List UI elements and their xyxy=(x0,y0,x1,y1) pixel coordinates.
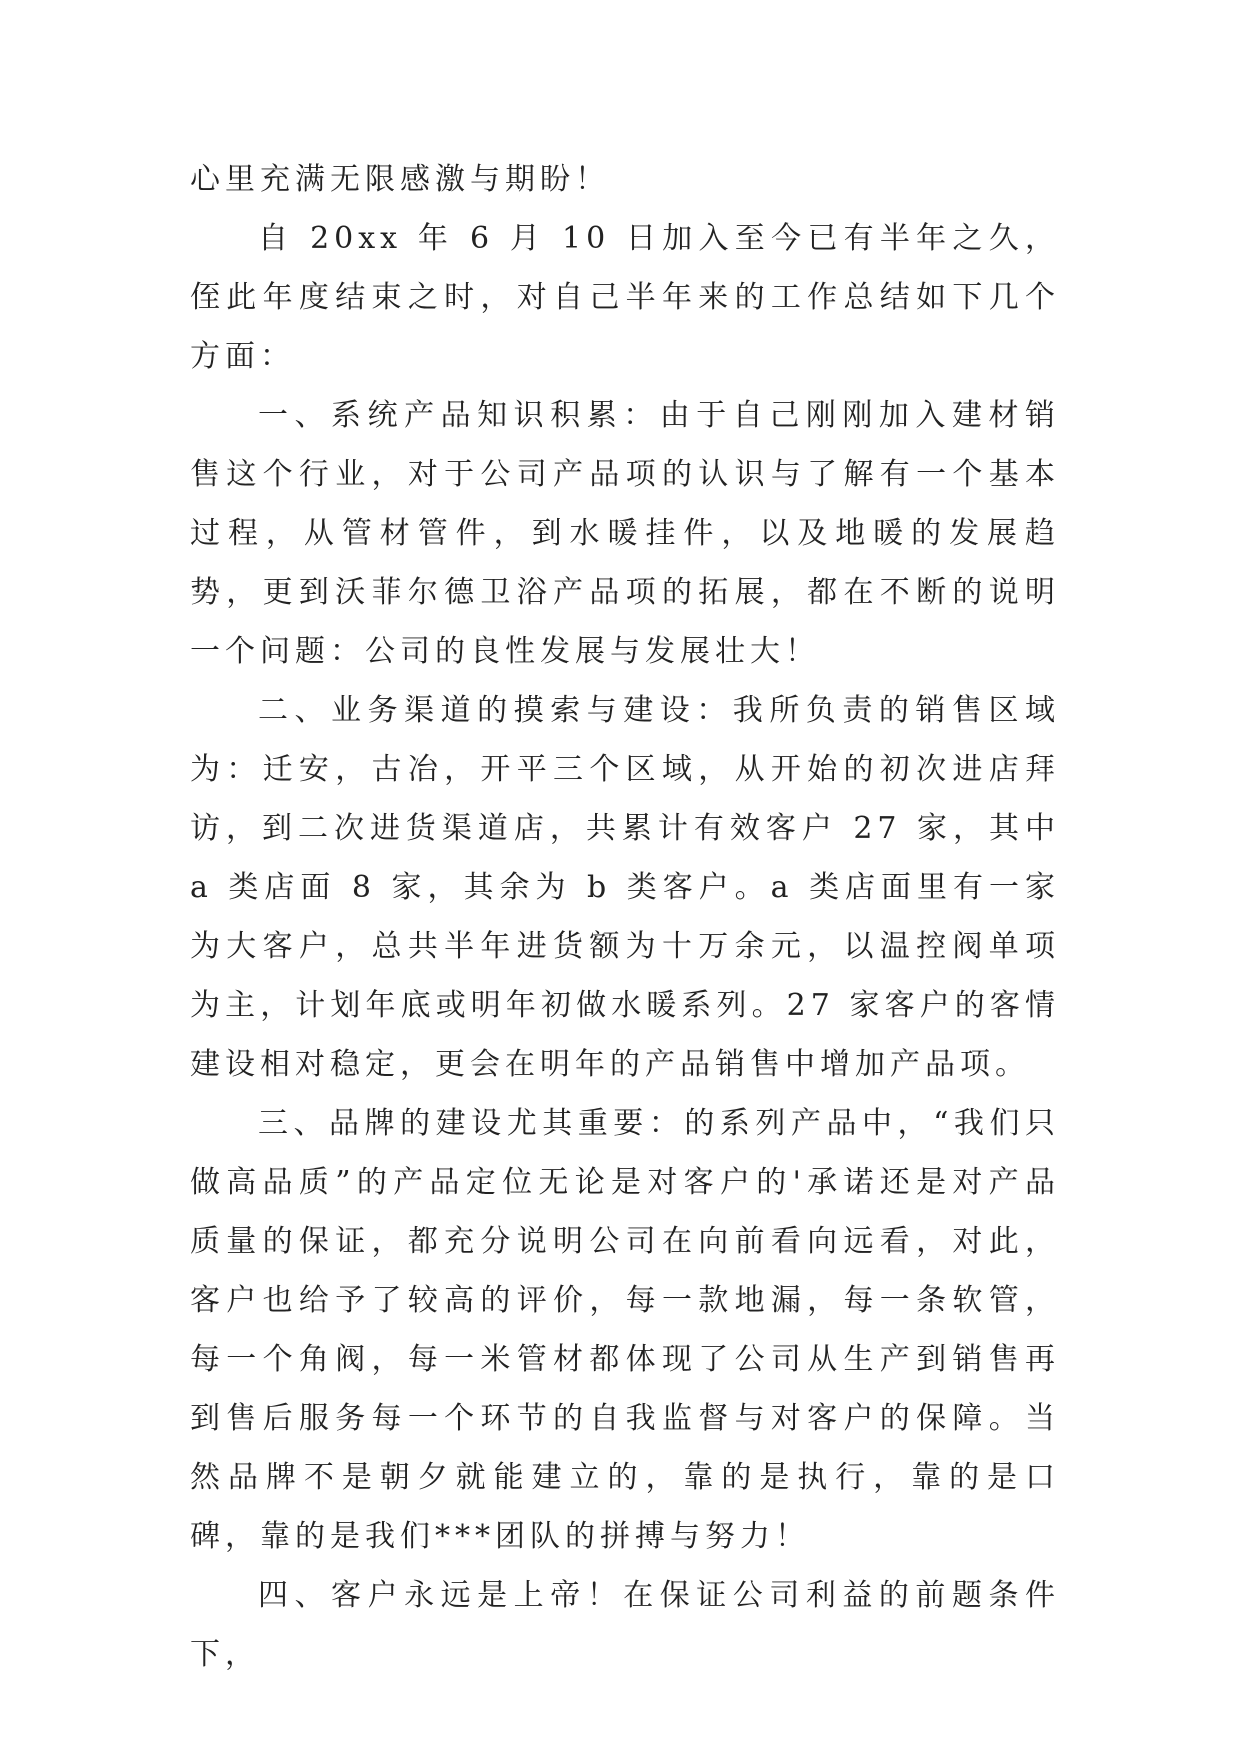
paragraph-4: 二、业务渠道的摸索与建设：我所负责的销售区域为：迁安，古冶，开平三个区域，从开始的初次进店拜访，到二次进货渠道店，共累计有效客户 27 家，其中 a 类店面 8 家，其余为 b 类客户。a 类店面里有一家为大客户，总共半年进货额为十万余元，以温控阀单项为主，计划年底或明年初做水暖系列。27 家客户的客情建设相对稳定，更会在明年的产品销售中增加产品项。 xyxy=(190,693,1060,1082)
paragraph-5: 三、品牌的建设尤其重要：的系列产品中，“我们只做高品质”的产品定位无论是对客户的'承诺还是对产品质量的保证，都充分说明公司在向前看向远看，对此，客户也给予了较高的评价，每一款地漏，每一条软管，每一个角阀，每一米管材都体现了公司从生产到销售再到售后服务每一个环节的自我监督与对客户的保障。当然品牌不是朝夕就能建立的，靠的是执行，靠的是口碑，靠的是我们***团队的拼搏与努力！ xyxy=(190,1106,1060,1554)
paragraph-1: 心里充满无限感激与期盼！ xyxy=(190,162,610,197)
paragraph-6: 四、客户永远是上帝！在保证公司利益的前题条件下， xyxy=(190,1578,1060,1672)
paragraph-2: 自 20xx 年 6 月 10 日加入至今已有半年之久，侄此年度结束之时，对自己半年来的工作总结如下几个方面： xyxy=(190,221,1060,374)
document-body xyxy=(190,150,1060,1684)
paragraph-3: 一、系统产品知识积累：由于自己刚刚加入建材销售这个行业，对于公司产品项的认识与了解有一个基本过程，从管材管件，到水暖挂件，以及地暖的发展趋势，更到沃菲尔德卫浴产品项的拓展，都在不断的说明一个问题：公司的良性发展与发展壮大！ xyxy=(190,398,1060,669)
